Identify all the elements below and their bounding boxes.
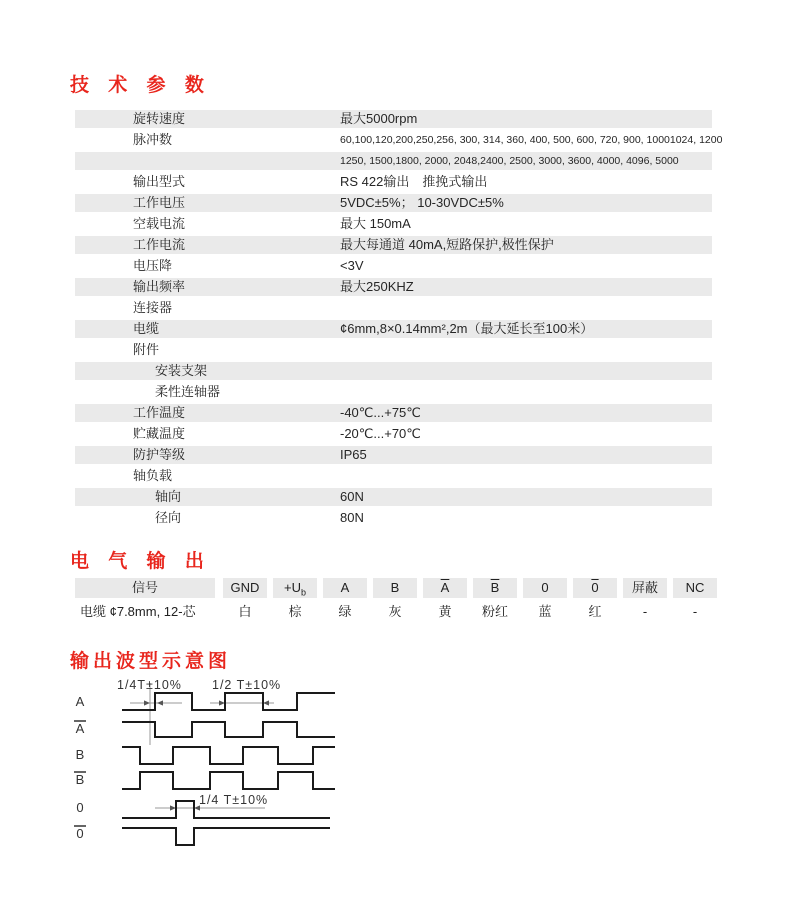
spec-label: 附件 [133, 342, 160, 357]
spec-value: <3V [340, 258, 364, 273]
waveform-trace [122, 722, 335, 737]
spec-value: 最大 150mA [340, 216, 411, 231]
channel-label: 0 [76, 800, 84, 815]
signal-header-cell: $\overline{A}$ [423, 578, 467, 598]
spec-label: 连接器 [133, 300, 173, 315]
electrical-output-title: 电 气 输 出 [70, 551, 211, 572]
spec-label: 工作电流 [133, 237, 186, 252]
signal-header-cell: 0 [523, 578, 567, 598]
spec-value: -40℃...+75℃ [340, 405, 421, 420]
signal-cable-label: 电缆 ¢7.8mm, 12-芯 [80, 604, 196, 619]
signal-color-cell: - [692, 604, 698, 619]
spec-label: 工作电压 [133, 195, 186, 210]
spec-row [75, 257, 712, 275]
dimension-arrow [157, 700, 163, 705]
spec-label: 电压降 [133, 258, 173, 273]
spec-row [75, 383, 712, 401]
spec-label: 电缆 [133, 321, 160, 336]
signal-header-cell: NC [673, 578, 717, 598]
spec-row [75, 173, 712, 191]
waveform-trace [122, 828, 330, 845]
dimension-arrow [144, 700, 150, 705]
spec-row [75, 236, 712, 254]
spec-value: -20℃...+70℃ [340, 426, 421, 441]
spec-value: 60N [340, 489, 364, 504]
spec-label: 空载电流 [133, 216, 186, 231]
spec-row [75, 404, 712, 422]
spec-value: 最大250KHZ [340, 279, 414, 294]
spec-row [75, 110, 712, 128]
spec-row [75, 320, 712, 338]
signal-color-cell: - [642, 604, 648, 619]
waveform-trace [122, 772, 335, 789]
electrical-output-table [75, 578, 717, 624]
spec-label: 轴向 [155, 489, 182, 504]
spec-value: RS 422输出 推挽式输出 [340, 174, 488, 189]
signal-header-cell: 信号 [75, 578, 215, 598]
waveform-svg [60, 675, 390, 885]
timing-annotation: 1/4T±10% [117, 678, 182, 692]
spec-row [75, 131, 723, 149]
channel-label: B [75, 747, 85, 762]
signal-header-cell: 屏蔽 [623, 578, 667, 598]
signal-color-cell: 粉红 [481, 604, 508, 619]
spec-label: 防护等级 [133, 447, 186, 462]
tech-params-table [75, 110, 723, 530]
spec-label: 工作温度 [133, 405, 186, 420]
spec-value: 80N [340, 510, 364, 525]
spec-value: 60,100,120,200,250,256, 300, 314, 360, 400, 500, 600, 720, 900, 10001024, 1200 [340, 134, 723, 146]
spec-row [75, 362, 712, 380]
waveform-trace [122, 747, 335, 764]
spec-label: 旋转速度 [133, 111, 186, 126]
signal-color-cell: 白 [238, 604, 252, 619]
spec-value: 最大5000rpm [340, 111, 418, 126]
spec-value: IP65 [340, 447, 367, 462]
waveform-diagram [60, 675, 390, 890]
spec-label: 输出频率 [133, 279, 186, 294]
spec-row [75, 215, 712, 233]
spec-value: 最大每通道 40mA,短路保护,极性保护 [340, 237, 554, 252]
signal-color-cell: 棕 [288, 604, 302, 619]
signal-header-cell: B [373, 578, 417, 598]
spec-row [75, 446, 712, 464]
timing-annotation: 1/4 T±10% [199, 793, 269, 807]
signal-header-cell: 0 [573, 578, 617, 598]
channel-label: B [75, 772, 85, 787]
spec-row [75, 509, 712, 527]
signal-color-cell: 红 [588, 604, 602, 619]
spec-label: 贮藏温度 [133, 426, 186, 441]
spec-row [75, 299, 712, 317]
spec-row [75, 152, 712, 170]
signal-header-cell: $\overline{B}$ [473, 578, 517, 598]
channel-label: 0 [76, 826, 84, 841]
waveform-trace [122, 693, 335, 710]
timing-annotation: 1/2 T±10% [212, 678, 282, 692]
channel-label: A [75, 694, 85, 709]
signal-header-cell: $+U_b$ [273, 578, 317, 598]
spec-label: 安装支架 [155, 363, 208, 378]
spec-label: 输出型式 [133, 174, 186, 189]
spec-row [75, 341, 712, 359]
signal-color-cell: 灰 [388, 604, 402, 619]
spec-value: 1250, 1500,1800, 2000, 2048,2400, 2500, 3000, 3600, 4000, 4096, 5000 [340, 155, 679, 167]
spec-label: 柔性连轴器 [155, 384, 221, 399]
signal-header-cell: GND [223, 578, 267, 598]
spec-row [75, 467, 712, 485]
spec-label: 脉冲数 [133, 132, 173, 147]
spec-value: ¢6mm,8×0.14mm²,2m（最大延长至100米） [340, 321, 594, 336]
signal-header-cell: A [323, 578, 367, 598]
spec-row [75, 488, 712, 506]
spec-row [75, 425, 712, 443]
spec-row [75, 194, 712, 212]
signal-color-cell: 黄 [438, 604, 452, 619]
tech-params-title: 技 术 参 数 [70, 75, 211, 96]
spec-label: 径向 [155, 510, 182, 525]
spec-label: 轴负载 [133, 468, 173, 483]
signal-color-cell: 绿 [338, 604, 352, 619]
channel-label: A [75, 721, 85, 736]
spec-row [75, 278, 712, 296]
waveform-title: 输出波型示意图 [70, 651, 232, 672]
spec-value: 5VDC±5%； 10-30VDC±5% [340, 195, 504, 210]
signal-color-cell: 蓝 [538, 604, 552, 619]
